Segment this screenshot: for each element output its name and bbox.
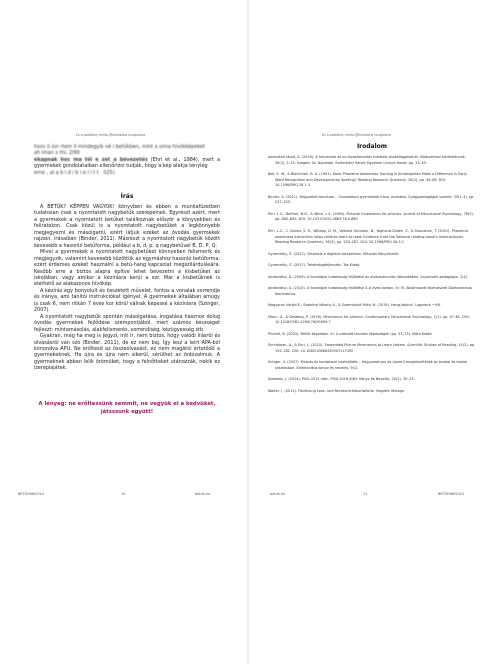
running-head: Ez a petőlény minta-@mintaoha Ivsisjoleria [322, 133, 392, 137]
intro-line: erne , al a b l d i b l e l i t t . 025). [34, 169, 117, 176]
footer-site: betuk.hu [270, 492, 286, 496]
paragraph: Gyakran, még ha meg is jegyzi, mit ír, nem biztos, hogy valódi írásról és olvasásról van szó (Binder, 2011), de ez nem baj. Így lesz a leírt APA-ból kimondva APU. Ne erőltesd az összeolvasást, ez nem magától értetődő a gyermekeknek. Ha újra és újra nem sikerül, sérülhet az önbizalmuk. A gyermeknek abban lelik örömüket, hogy a felnőtteket utánozzák, nekik ez ízereplajátek. [34, 333, 220, 372]
page-number: 10 [121, 492, 126, 496]
intro-line-bold: ekapnak hoc ma tél e zet a bévezetés [34, 156, 148, 163]
intro-text [34, 144, 220, 176]
reference-item: Magyaran Varkói E., Szabóné Vékony A., & Szatmáriné Mályi N. (2019). Hang-képcsil, Logotech • Kft. [268, 303, 442, 308]
reference-item: Ball, E. W., & Blachman, B. A. (1991). Does Phoneme Awareness Training in Kindergarten Make a Difference in Early Word Recognition and Developmental Spelling? Reading Research Quarterly, 26(1), pp. 49–66. DOI: 10.1598/RRQ.26.1.3 [268, 172, 467, 188]
paragraph: A nyomtatott nagybetűk spontán másolgatása, írogatása hasznos dolog óvodás gyermekek fejlődése szempontjából, mert számos készséget fejleszt: mintamásolás, alakfelismerés, sorrendiség, kézügyesség stb. [34, 313, 220, 333]
footer-site: betuk.hu [195, 492, 211, 496]
references-heading: Irodalom [356, 143, 388, 150]
reference-item: Jordanidisz, Á. (2009). A fonológiai tudatosság fejlődése az olvasástanulás időszakában. Anyanyelv-pedagógia, 2(4). [268, 274, 469, 279]
body-text [34, 204, 220, 372]
conclusion-callout [38, 401, 216, 417]
right-page [248, 0, 496, 664]
conclusion-line: A lényeg: ne erőltessünk semmit, ne vegyük el a kedvüket, [38, 401, 216, 407]
reference-item: Mann, G., & Desberg, P. (1976). Mnemonics for phonics. Contemporary Educational Psychology, 1(1), pp. 57–61. DOI: 10.1016/0361-476X(76)90009-7 [268, 314, 470, 325]
section-heading-iras: Írás [120, 193, 134, 200]
reference-item: Ehri, L.C., C. Nunes, S. R., Willows, D. M., Valeska Schuster, B., Yaghoub-Zadeh, Z., & Shanahan, T. (2001). Phonemic awareness instruction helps children learn to read: Evidence from the National reading panel's meta-analysis. Reading Research Quarterly, 36(3), pp. 250–287. DOI: 10.1598/RRQ.36.3.2 [268, 228, 469, 245]
reference-item: Plickné, B. (2003). Betűk képekben. In: A szöszólt tanulási képességek (pp. 53–73). Móra Kiadó. [268, 331, 433, 336]
reference-item: Ehri, L.C., Deffner, N.D., & Wilce, L.S. (1984). Pictorial mnemonics for phonics. Journal of Educational Psychology, 76(5), pp. 880–893. DOI: 10.1037/0022-0663.76.5.880 [268, 211, 474, 222]
paragraph: Mivel a gyermekek a nyomtatott nagybetűket könnyeben felismerik és megjegyzik, valamint kevesebb közöttük az egymáshoz hasonló betűforma, ezért érdemes ezeket használni a betű-hang kapcsolat megszilárdulására. Később erre a biztos alapra építve lehet bevezetni a kisbetűket az iskolában, vagy amikor a kézírásra kerül a sor. Már a kisbetűknek is elérhető az alakazonos hívókép. [34, 249, 220, 288]
footer-brand: BETŰHANGOLÓ [438, 492, 465, 496]
intro-line: (Ehri et al., 1984), mert a gyermekek gondolataiban ellenőrizni tudják, hogy a kép alakja tényleg [34, 156, 220, 170]
reference-item: Gyarmathy, É. (2012). Diszlexia a digitális korszakban. Műszaki Könyvkiadó. [268, 251, 399, 256]
reference-list [268, 155, 476, 400]
intro-line: ah lman s thi, 2l90 [34, 150, 80, 157]
conclusion-line: játsszunk együtt! [100, 408, 154, 415]
reference-item: Gyarmathy, É. (2017). Tehetséggfejlesztés. Tas Kiadó. [268, 263, 361, 268]
reference-item: Szinger, V. (2007). Kisárás és bontakozó írásfejlődés – Hagyományos és újszerű megközelítések az óvodai és iskolai oktatásban. Elektronikus könyv és nevelés, 9(1). [268, 360, 468, 370]
paragraph: A BETŰK? KÉPPEN VAGYOK! könyvben és ebben a munkafüzetben tudatosan csak a nyomtatott nagybetűk szerepelnek. Egyrészt azért, mert a gyermekek a nyomtatott betűket találkoznak először a könyvekben és feliratokon. Csak közül is a nyomtatott nagybetűket a legkönnyebb megjegyezni és másolgatni, ezért látjuk ezeket az óvodás gyermekek rajzain, írásaiban (Binder, 2011). Másrészt a nyomtatott nagybetűk között kevesebb a hasonló betűforma, például a b, d, p, q nagybetűvel B, D, P, Q. [34, 204, 220, 249]
reference-item: Jordanidisz, Á. (2010). A fonológiai tudatosság fejlődése 4–6 éves korban. In: IV. Alkalmazott Nyelvészeti Doktorandusz Konferencia. [268, 286, 473, 296]
intro-line: hozv Ii ion rtem ll mindegyik né i betűkben, mint a sima hívókképeket [34, 144, 205, 150]
paragraph: A kézírás egy bonyolult és összetett művelet, fontos a vonalak sorrendje és iránya, ami tanítói instrukciókat igényel. A gyermekek általában amúgy is csak 6, nem ritkán 7 éves kor körül válnak képessé a kézírásra (Szinger, 2007). [34, 287, 220, 314]
reference-item: Szekeles, J. (2014). PISA 2015 után. PISA 2018 előtt. Könyv és Nevelés, 20(1), 30–43. [268, 377, 415, 382]
reference-item: Binder, A. (2011). Magyarból tanultam... Óvodáskorú gyermekek írása, olvasása. Gyógypedagógiai szemle, 39(1–4), pp. 237–250. [268, 194, 475, 205]
running-head: Ez a petőlény minta-@mintaoha Ivsisjoleria [76, 133, 146, 137]
reference-item: Shmidman, A., & Ehri, L. (2010). Embedded Picture Mnemonics to Learn Letters. Scientific Studies of Reading, 14(2), pp. 159–182. DOI: 10.1080/10888430903117492 [268, 343, 476, 353]
page-number: 11 [363, 492, 368, 496]
reference-item: Adamikné Jászó, A. (2019). A helyesírás és az olvasástanítás módszer összefüggéseiről. Módszertani közlemények, 59(2), 3–15. Szeged: Sz. Nyomdai, Eszterházy Károly Egyetem Líceum Kiadó. pp. 33–49. [268, 155, 466, 165]
footer-brand: BETŰHANGOLÓ [18, 492, 45, 496]
reference-item: Walter, J. (2011). Förderung Lese- und Rechtschreibschwäche. Hogrefe Verlage. [268, 388, 405, 393]
